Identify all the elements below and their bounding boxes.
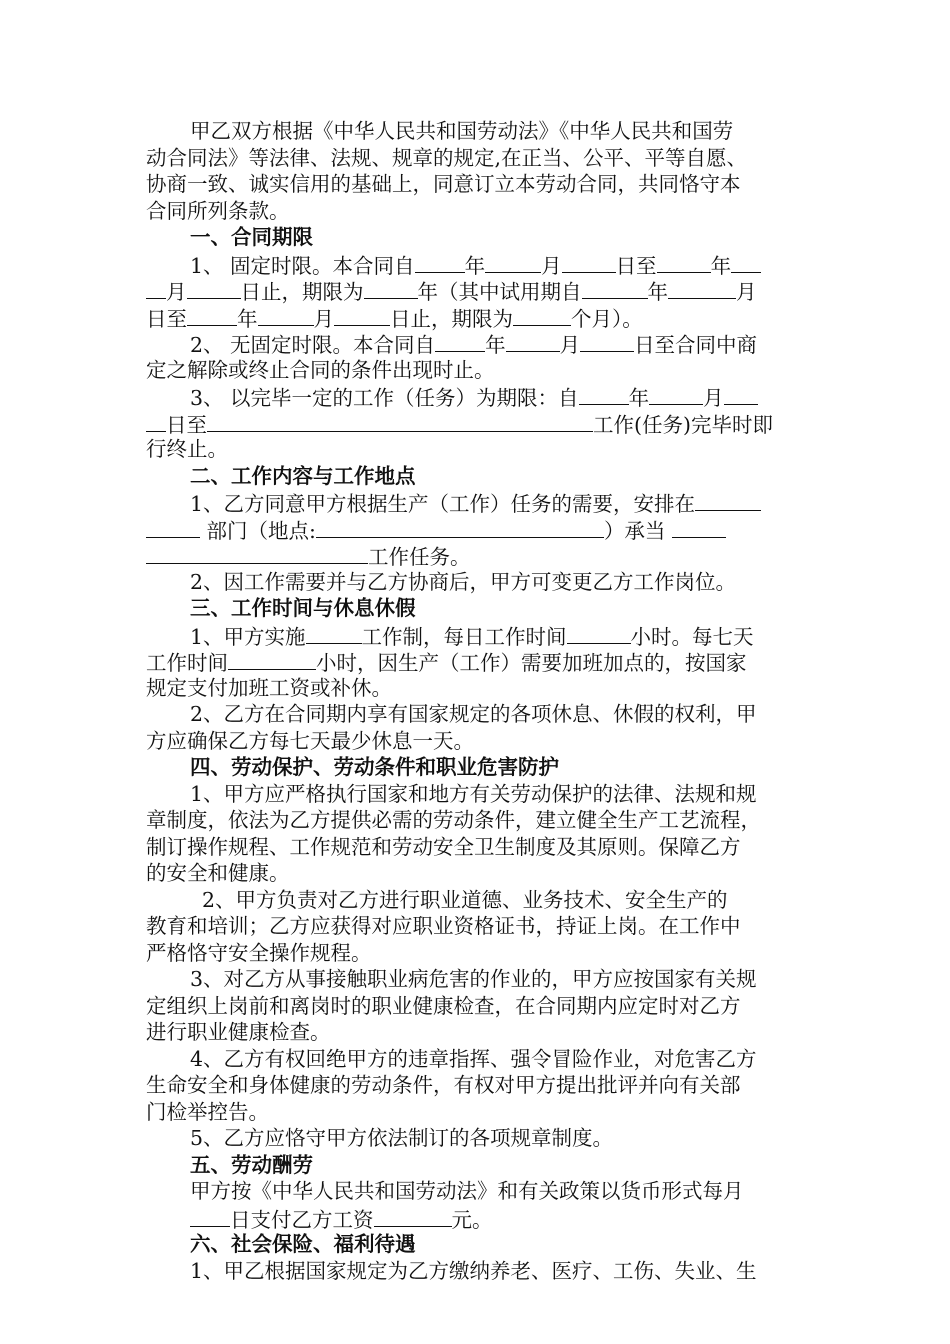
intro-line: 合同所列条款。: [146, 198, 290, 223]
clause-line: 进行职业健康检查。: [146, 1020, 331, 1044]
intro-line: 甲乙双方根据《中华人民共和国劳动法》《中华人民共和国劳: [190, 119, 734, 143]
blank-field[interactable]: [506, 330, 560, 352]
blank-field[interactable]: [228, 648, 316, 670]
clause-line: 5、乙方应恪守甲方依法制订的各项规章制度。: [190, 1126, 614, 1150]
section-heading: 五、劳动酬劳: [190, 1152, 313, 1177]
clause-line: 1、甲方应严格执行国家和地方有关劳动保护的法律、法规和规: [190, 781, 757, 806]
blank-field[interactable]: [562, 251, 616, 273]
blank-field[interactable]: [695, 489, 761, 511]
clause-line: 章制度，依法为乙方提供必需的劳动条件，建立健全生产工艺流程，: [146, 808, 761, 832]
blank-field[interactable]: [146, 542, 368, 564]
intro-line: 动合同法》等法律、法规、规章的规定,在正当、公平、平等自愿、: [146, 145, 748, 170]
clause-line: 2、乙方在合同期内享有国家规定的各项休息、休假的权利，甲: [190, 702, 757, 726]
clause-line: 日至 年 月 日止，期限为 个月）。: [146, 304, 810, 331]
blank-field[interactable]: [672, 516, 726, 538]
blank-field[interactable]: [146, 277, 166, 299]
blank-field[interactable]: [146, 516, 200, 538]
clause-line: 严格恪守安全操作规程。: [146, 940, 372, 965]
blank-field[interactable]: [207, 410, 593, 432]
blank-field[interactable]: [435, 330, 485, 352]
clause-line: 定之解除或终止合同的条件出现时止。: [146, 357, 495, 382]
clause-line: 定组织上岗前和离岗时的职业健康检查，在合同期内应定时对乙方: [146, 993, 741, 1018]
blank-field[interactable]: [668, 277, 736, 299]
clause-line: 工作时间 小时，因生产（工作）需要加班加点的，按国家: [146, 648, 810, 675]
blank-field[interactable]: [582, 277, 648, 299]
clause-line: 4、乙方有权回绝甲方的违章指挥、强令冒险作业，对危害乙方: [190, 1046, 757, 1071]
clause-line: 教育和培训；乙方应获得对应职业资格证书，持证上岗。在工作中: [146, 914, 741, 938]
blank-field[interactable]: [485, 251, 541, 273]
clause-line: 甲方按《中华人民共和国劳动法》和有关政策以货币形式每月: [190, 1179, 744, 1203]
section-heading: 二、工作内容与工作地点: [190, 463, 416, 488]
contract-page: [146, 118, 810, 1284]
clause-line: 制订操作规程、工作规范和劳动安全卫生制度及其原则。保障乙方: [146, 834, 741, 859]
blank-field[interactable]: [364, 277, 418, 299]
clause-line: 3、 以完毕一定的工作（任务）为期限：自 年 月: [146, 383, 810, 410]
blank-field[interactable]: [334, 304, 390, 326]
blank-field[interactable]: [731, 251, 761, 273]
clause-line: 的安全和健康。: [146, 861, 290, 885]
blank-field[interactable]: [146, 410, 166, 432]
clause-line: 日至 工作(任务)完毕时即: [146, 410, 810, 437]
clause-line: 2、因工作需要并与乙方协商后，甲方可变更乙方工作岗位。: [190, 569, 737, 594]
blank-field[interactable]: [187, 304, 237, 326]
section-heading: 一、合同期限: [190, 225, 313, 249]
blank-field[interactable]: [579, 383, 629, 405]
blank-field[interactable]: [316, 516, 604, 538]
clause-line: 生命安全和身体健康的劳动条件，有权对甲方提出批评并向有关部: [146, 1073, 741, 1097]
intro-line: 协商一致、诚实信用的基础上，同意订立本劳动合同，共同恪守本: [146, 172, 741, 196]
blank-field[interactable]: [724, 383, 758, 405]
blank-field[interactable]: [190, 1205, 230, 1227]
clause-line: 2、 无固定时限。本合同自 年 月 日至合同中商: [146, 330, 810, 357]
section-heading: 四、劳动保护、劳动条件和职业危害防护: [190, 755, 559, 779]
blank-field[interactable]: [513, 304, 571, 326]
clause-line: 行终止。: [146, 437, 228, 461]
clause-line: 部门（地点: ）承当: [146, 516, 810, 543]
clause-line: 1、 固定时限。本合同自 年 月 日至 年: [146, 251, 810, 278]
blank-field[interactable]: [415, 251, 465, 273]
blank-field[interactable]: [567, 622, 631, 644]
clause-line: 门检举控告。: [146, 1099, 269, 1124]
clause-line: 3、对乙方从事接触职业病危害的作业的，甲方应按国家有关规: [190, 967, 757, 991]
clause-line: 1、甲乙根据国家规定为乙方缴纳养老、医疗、工伤、失业、生: [190, 1258, 757, 1283]
blank-field[interactable]: [649, 383, 703, 405]
blank-field[interactable]: [374, 1205, 452, 1227]
blank-field[interactable]: [580, 330, 634, 352]
clause-line: 方应确保乙方每七天最少休息一天。: [146, 728, 474, 753]
blank-field[interactable]: [258, 304, 314, 326]
section-heading: 六、社会保险、福利待遇: [190, 1232, 416, 1256]
blank-field[interactable]: [306, 622, 362, 644]
section-heading: 三、工作时间与休息休假: [190, 596, 416, 620]
clause-line: 月 日止，期限为 年（其中试用期自 年 月: [146, 277, 810, 304]
blank-field[interactable]: [187, 277, 241, 299]
blank-field[interactable]: [657, 251, 711, 273]
clause-line: 1、甲方实施 工作制，每日工作时间 小时。每七天: [146, 622, 810, 649]
clause-line: 日支付乙方工资 元。: [146, 1205, 810, 1232]
clause-line: 规定支付加班工资或补休。: [146, 675, 392, 700]
clause-line: 1、乙方同意甲方根据生产（工作）任务的需要，安排在: [146, 489, 810, 516]
clause-line: 工作任务。: [146, 542, 810, 569]
clause-line: 2、甲方负责对乙方进行职业道德、业务技术、安全生产的: [202, 887, 728, 912]
